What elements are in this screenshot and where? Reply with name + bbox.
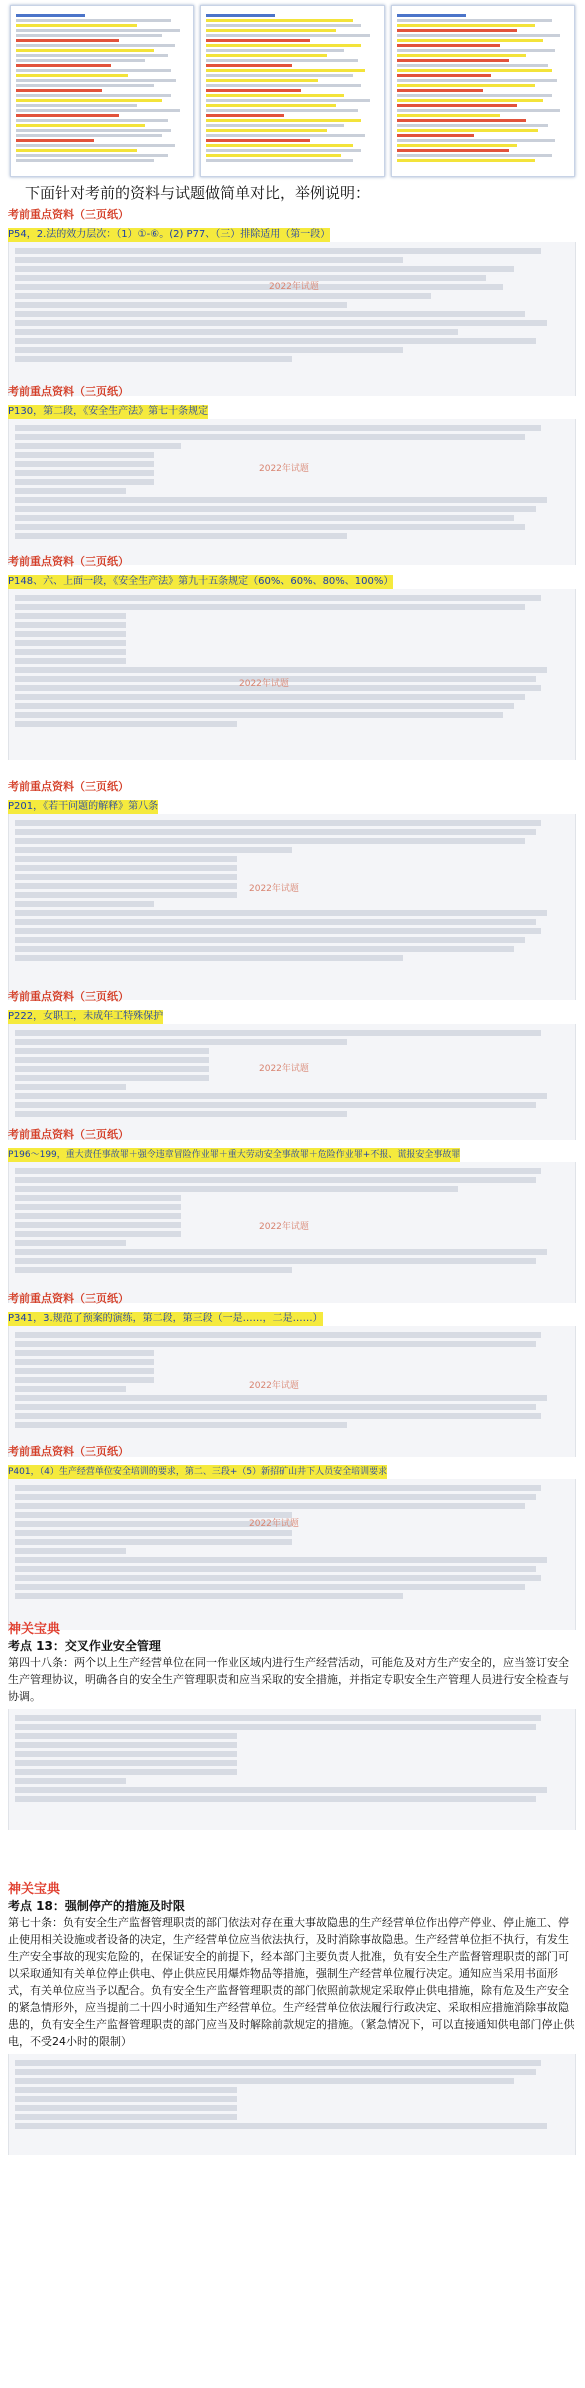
document-thumbnails: [10, 5, 575, 177]
material-block: [8, 1445, 576, 1630]
block-title: 考前重点资料（三页纸）: [8, 385, 129, 398]
block-source: P148、六、上面一段，《安全生产法》第九十五条规定（60%、60%、80%、100%）: [8, 576, 394, 587]
block-title: 考前重点资料（三页纸）: [8, 1128, 129, 1141]
key-point-title: 考点 18：强制停产的措施及时限: [8, 1899, 185, 1913]
question-card: [8, 242, 576, 396]
block-title: 考前重点资料（三页纸）: [8, 555, 129, 568]
block-source: P222，女职工，未成年工特殊保护: [8, 1011, 164, 1022]
block-title: 考前重点资料（三页纸）: [8, 1292, 129, 1305]
material-block: [8, 208, 576, 396]
block-source: P401，（4）生产经营单位安全培训的要求，第二、三段+（5）新招矿山井下人员安全培训要求: [8, 1467, 388, 1477]
material-block: [8, 990, 576, 1140]
year-watermark: 2022年试题: [259, 1222, 309, 1232]
material-block: [8, 1128, 576, 1303]
year-watermark: 2022年试题: [259, 464, 309, 474]
intro-text: 下面针对考前的资料与试题做简单对比，举例说明：: [25, 184, 371, 202]
year-watermark: 2022年试题: [269, 282, 319, 292]
page-thumbnail: [10, 5, 194, 177]
section-label: 神关宝典: [8, 1882, 61, 1897]
question-card: [8, 814, 576, 1000]
block-source: P341，3.规范了预案的演练，第二段，第三段（一是……，二是……）: [8, 1313, 323, 1324]
block-title: 考前重点资料（三页纸）: [8, 990, 129, 1003]
year-watermark: 2022年试题: [239, 679, 289, 689]
key-point-text: 第四十八条：两个以上生产经营单位在同一作业区域内进行生产经营活动，可能危及对方生产安全的，应当签订安全生产管理协议，明确各自的安全生产管理职责和应当采取的安全措施，并指定专职安全生产管理人员进行安全检查与协调。: [8, 1656, 569, 1703]
block-source: P130，第二段，《安全生产法》第七十条规定: [8, 406, 209, 417]
section-label: 神关宝典: [8, 1622, 61, 1637]
block-source: P54，2.法的效力层次：（1）①-⑥。(2) P77、（三）排除适用（第一段）: [8, 229, 331, 240]
year-watermark: 2022年试题: [259, 1064, 309, 1074]
question-card: [8, 2054, 576, 2155]
question-card: [8, 1479, 576, 1630]
key-point-section: [8, 1618, 576, 1830]
key-point-text: 第七十条：负有安全生产监督管理职责的部门依法对存在重大事故隐患的生产经营单位作出停产停业、停止施工、停止使用相关设施或者设备的决定，生产经营单位应当依法执行，及时消除事故隐患。生产经营单位拒不执行，有发生生产安全事故的现实危险的，在保证安全的前提下，经本部门主要负责人批准，负有安全生产监督管理职责的部门可以采取通知有关单位停止供电、停止供应民用爆炸物品等措施，强制生产经营单位履行决定。通知应当采用书面形式，有关单位应当予以配合。负有安全生产监督管理职责的部门依照前款规定采取停止供电措施，除有危及生产安全的紧急情形外，应当提前二十四小时通知生产经营单位。生产经营单位依法履行行政决定、采取相应措施消除事故隐患的，负有安全生产监督管理职责的部门应当及时解除前款规定的措施。（紧急情况下，可以直接通知供电部门停止供电，不受24小时的限制）: [8, 1916, 575, 2048]
question-card: [8, 419, 576, 565]
block-title: 考前重点资料（三页纸）: [8, 780, 129, 793]
question-card: [8, 589, 576, 760]
block-title: 考前重点资料（三页纸）: [8, 1445, 129, 1458]
page-thumbnail: [200, 5, 384, 177]
question-card: [8, 1024, 576, 1140]
year-watermark: 2022年试题: [249, 884, 299, 894]
key-point-title: 考点 13：交叉作业安全管理: [8, 1639, 161, 1653]
year-watermark: 2022年试题: [249, 1519, 299, 1529]
key-point-section: [8, 1878, 576, 2155]
question-card: [8, 1326, 576, 1457]
material-block: [8, 385, 576, 565]
material-block: [8, 555, 576, 760]
question-card: [8, 1162, 576, 1303]
year-watermark: 2022年试题: [249, 1381, 299, 1391]
page-thumbnail: [391, 5, 575, 177]
material-block: [8, 780, 576, 1000]
block-title: 考前重点资料（三页纸）: [8, 208, 129, 221]
block-source: P201，《若干问题的解释》第八条: [8, 801, 159, 812]
block-source: P196～199，重大责任事故罪＋强令违章冒险作业罪＋重大劳动安全事故罪＋危险作业罪+不报、谎报安全事故罪: [8, 1150, 461, 1160]
material-block: [8, 1292, 576, 1457]
question-card: [8, 1709, 576, 1830]
